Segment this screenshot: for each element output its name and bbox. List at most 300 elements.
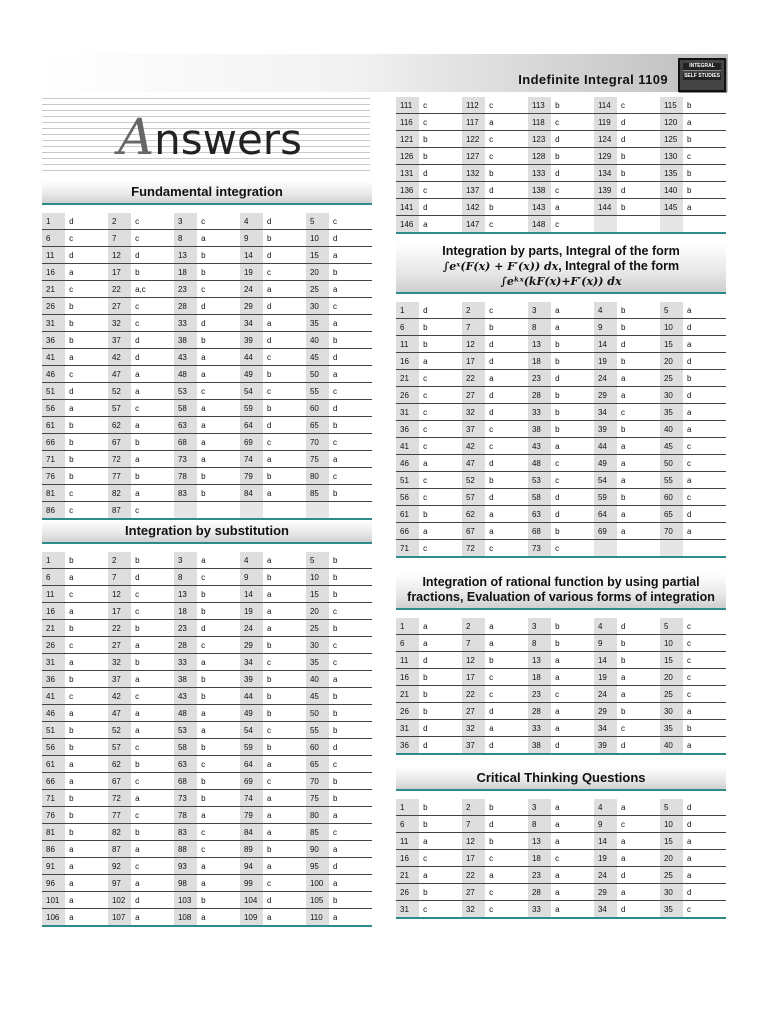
answer-letter: b bbox=[485, 799, 528, 816]
answer-letter: c bbox=[683, 618, 726, 635]
question-number: 55 bbox=[306, 383, 329, 400]
question-number: 12 bbox=[462, 833, 485, 850]
question-number: 38 bbox=[174, 332, 197, 349]
question-number: 3 bbox=[528, 799, 551, 816]
question-number: 29 bbox=[240, 298, 263, 315]
question-number: 11 bbox=[396, 833, 419, 850]
answer-letter: b bbox=[329, 264, 372, 281]
question-number: 34 bbox=[594, 720, 617, 737]
empty-cell bbox=[594, 540, 617, 558]
answer-letter: c bbox=[131, 739, 174, 756]
question-number: 75 bbox=[306, 451, 329, 468]
answer-letter: a bbox=[131, 451, 174, 468]
question-number: 41 bbox=[396, 438, 419, 455]
question-number: 1 bbox=[42, 552, 65, 569]
answer-letter: a bbox=[65, 569, 108, 586]
question-number: 42 bbox=[462, 438, 485, 455]
answer-letter: a bbox=[263, 603, 306, 620]
answer-letter: b bbox=[485, 165, 528, 182]
answer-letter: a bbox=[131, 705, 174, 722]
question-number: 21 bbox=[396, 686, 419, 703]
question-number: 75 bbox=[306, 790, 329, 807]
question-number: 36 bbox=[42, 332, 65, 349]
answer-letter: b bbox=[263, 230, 306, 247]
question-number: 31 bbox=[42, 654, 65, 671]
answer-letter: d bbox=[485, 737, 528, 755]
answer-letter: c bbox=[617, 97, 660, 114]
answer-letter: b bbox=[485, 833, 528, 850]
answer-letter: c bbox=[485, 850, 528, 867]
answer-letter: d bbox=[131, 349, 174, 366]
question-number: 54 bbox=[240, 722, 263, 739]
question-number: 32 bbox=[462, 901, 485, 919]
section-integration-by-substitution bbox=[42, 520, 372, 927]
answer-letter: c bbox=[617, 720, 660, 737]
table-row bbox=[396, 455, 726, 472]
answer-letter: a bbox=[197, 230, 240, 247]
answer-letter: d bbox=[551, 165, 594, 182]
answer-letter: a bbox=[551, 302, 594, 319]
answer-letter: a bbox=[263, 315, 306, 332]
table-row bbox=[396, 901, 726, 919]
answer-letter: b bbox=[419, 319, 462, 336]
answer-letter: d bbox=[617, 114, 660, 131]
question-number: 56 bbox=[42, 739, 65, 756]
answer-letter: a bbox=[551, 816, 594, 833]
table-row bbox=[396, 353, 726, 370]
question-number: 51 bbox=[396, 472, 419, 489]
question-number: 22 bbox=[108, 620, 131, 637]
answer-letter: b bbox=[197, 247, 240, 264]
answer-letter: c bbox=[263, 722, 306, 739]
answer-letter: b bbox=[329, 688, 372, 705]
question-number: 134 bbox=[594, 165, 617, 182]
answer-letter: d bbox=[329, 349, 372, 366]
question-number: 20 bbox=[306, 264, 329, 281]
table-row bbox=[396, 199, 726, 216]
question-number: 132 bbox=[462, 165, 485, 182]
answer-letter: b bbox=[329, 552, 372, 569]
answer-letter: c bbox=[419, 97, 462, 114]
answer-letter: d bbox=[197, 315, 240, 332]
answer-letter: a bbox=[683, 850, 726, 867]
question-number: 146 bbox=[396, 216, 419, 234]
question-number: 36 bbox=[396, 737, 419, 755]
answer-letter: c bbox=[263, 264, 306, 281]
answer-letter: d bbox=[329, 230, 372, 247]
table-row bbox=[396, 635, 726, 652]
table-row bbox=[396, 799, 726, 816]
question-number: 130 bbox=[660, 148, 683, 165]
question-number: 64 bbox=[240, 417, 263, 434]
question-number: 33 bbox=[174, 654, 197, 671]
answer-letter: d bbox=[419, 720, 462, 737]
question-number: 57 bbox=[108, 739, 131, 756]
question-number: 52 bbox=[462, 472, 485, 489]
answer-letter: d bbox=[419, 652, 462, 669]
question-number: 27 bbox=[462, 703, 485, 720]
question-number: 137 bbox=[462, 182, 485, 199]
question-number: 100 bbox=[306, 875, 329, 892]
question-number: 128 bbox=[528, 148, 551, 165]
answer-letter: d bbox=[683, 319, 726, 336]
question-number: 106 bbox=[42, 909, 65, 927]
question-number: 10 bbox=[660, 816, 683, 833]
question-number: 114 bbox=[594, 97, 617, 114]
answer-letter: a bbox=[263, 451, 306, 468]
question-number: 42 bbox=[108, 688, 131, 705]
answer-letter: b bbox=[263, 705, 306, 722]
answer-letter: d bbox=[419, 165, 462, 182]
answer-letter: c bbox=[65, 230, 108, 247]
question-number: 2 bbox=[108, 552, 131, 569]
answer-letter: b bbox=[65, 790, 108, 807]
answer-letter: b bbox=[197, 892, 240, 909]
question-number: 88 bbox=[174, 841, 197, 858]
table-row bbox=[396, 669, 726, 686]
question-number: 39 bbox=[594, 737, 617, 755]
answer-letter: d bbox=[617, 737, 660, 755]
question-number: 28 bbox=[528, 703, 551, 720]
question-number: 49 bbox=[240, 366, 263, 383]
answer-letter: a bbox=[551, 867, 594, 884]
question-number: 10 bbox=[306, 230, 329, 247]
table-row bbox=[396, 148, 726, 165]
question-number: 45 bbox=[660, 438, 683, 455]
answer-letter: c bbox=[65, 485, 108, 502]
question-number: 33 bbox=[174, 315, 197, 332]
question-number: 1 bbox=[396, 799, 419, 816]
answer-letter: b bbox=[419, 669, 462, 686]
answer-letter: d bbox=[197, 620, 240, 637]
question-number: 69 bbox=[594, 523, 617, 540]
question-number: 15 bbox=[306, 586, 329, 603]
answer-letter: c bbox=[419, 438, 462, 455]
answer-letter: b bbox=[65, 451, 108, 468]
answer-letter: c bbox=[485, 669, 528, 686]
answer-letter: c bbox=[197, 281, 240, 298]
section-title bbox=[396, 242, 726, 294]
answer-letter: c bbox=[263, 875, 306, 892]
answer-letter: d bbox=[617, 182, 660, 199]
question-number: 9 bbox=[594, 816, 617, 833]
answer-letter: a bbox=[329, 247, 372, 264]
question-number: 58 bbox=[528, 489, 551, 506]
question-number: 68 bbox=[528, 523, 551, 540]
answer-letter: b bbox=[617, 148, 660, 165]
question-number: 15 bbox=[660, 652, 683, 669]
empty-cell bbox=[660, 540, 683, 558]
question-number: 23 bbox=[528, 686, 551, 703]
answer-letter: d bbox=[419, 199, 462, 216]
question-number: 79 bbox=[240, 807, 263, 824]
answer-letter: b bbox=[263, 400, 306, 417]
question-number: 43 bbox=[174, 688, 197, 705]
answer-letter: a bbox=[617, 387, 660, 404]
question-number: 49 bbox=[594, 455, 617, 472]
question-number: 73 bbox=[528, 540, 551, 558]
question-number: 11 bbox=[396, 336, 419, 353]
question-number: 14 bbox=[240, 586, 263, 603]
question-number: 4 bbox=[594, 302, 617, 319]
question-number: 74 bbox=[240, 790, 263, 807]
table-row bbox=[42, 875, 372, 892]
answer-letter: a bbox=[617, 833, 660, 850]
answer-letter: d bbox=[485, 703, 528, 720]
answer-letter: a bbox=[65, 756, 108, 773]
empty-cell bbox=[197, 502, 240, 520]
table-row bbox=[42, 451, 372, 468]
question-number: 46 bbox=[42, 366, 65, 383]
table-row bbox=[42, 298, 372, 315]
answer-letter: d bbox=[65, 247, 108, 264]
answer-letter: c bbox=[419, 404, 462, 421]
table-row bbox=[42, 722, 372, 739]
answer-letter: c bbox=[485, 540, 528, 558]
table-row bbox=[42, 417, 372, 434]
answer-letter: c bbox=[551, 850, 594, 867]
answer-letter: a bbox=[197, 705, 240, 722]
answer-letter: b bbox=[617, 302, 660, 319]
answer-letter: b bbox=[65, 671, 108, 688]
answer-letter: a bbox=[683, 199, 726, 216]
answer-letter: d bbox=[485, 387, 528, 404]
question-number: 80 bbox=[306, 807, 329, 824]
answer-letter: c bbox=[617, 404, 660, 421]
table-row bbox=[42, 247, 372, 264]
answer-letter: b bbox=[419, 336, 462, 353]
question-number: 90 bbox=[306, 841, 329, 858]
section-substitution-continued bbox=[396, 89, 726, 234]
answer-letter: b bbox=[551, 387, 594, 404]
answer-letter: d bbox=[263, 298, 306, 315]
table-row bbox=[42, 620, 372, 637]
answer-letter: d bbox=[263, 247, 306, 264]
question-number: 87 bbox=[108, 502, 131, 520]
question-number: 113 bbox=[528, 97, 551, 114]
answer-letter: a bbox=[485, 618, 528, 635]
answer-letter: d bbox=[131, 892, 174, 909]
answer-letter: d bbox=[485, 455, 528, 472]
answer-letter: c bbox=[197, 569, 240, 586]
answer-letter: b bbox=[197, 773, 240, 790]
answer-letter: c bbox=[329, 756, 372, 773]
question-number: 32 bbox=[462, 720, 485, 737]
question-number: 43 bbox=[528, 438, 551, 455]
answer-letter: a bbox=[617, 850, 660, 867]
answer-letter: a bbox=[551, 199, 594, 216]
table-row bbox=[396, 336, 726, 353]
answer-letter: c bbox=[65, 586, 108, 603]
answer-letter: c bbox=[485, 148, 528, 165]
answer-letter: b bbox=[131, 552, 174, 569]
answer-letter: c bbox=[683, 489, 726, 506]
answer-letter: a bbox=[65, 400, 108, 417]
question-number: 30 bbox=[660, 703, 683, 720]
question-number: 34 bbox=[240, 315, 263, 332]
section-critical-thinking bbox=[396, 767, 726, 919]
table-row bbox=[396, 216, 726, 234]
answer-letter: b bbox=[65, 434, 108, 451]
table-row bbox=[396, 165, 726, 182]
question-number: 62 bbox=[108, 417, 131, 434]
answer-letter: b bbox=[329, 892, 372, 909]
table-row bbox=[396, 114, 726, 131]
question-number: 21 bbox=[396, 867, 419, 884]
answer-letter: b bbox=[419, 884, 462, 901]
question-number: 30 bbox=[660, 884, 683, 901]
answer-letter: a,c bbox=[131, 281, 174, 298]
answer-letter: a bbox=[197, 434, 240, 451]
answer-letter: a bbox=[131, 841, 174, 858]
question-number: 86 bbox=[42, 841, 65, 858]
answer-letter: a bbox=[551, 799, 594, 816]
question-number: 17 bbox=[462, 850, 485, 867]
question-number: 24 bbox=[594, 867, 617, 884]
question-number: 118 bbox=[528, 114, 551, 131]
question-number: 139 bbox=[594, 182, 617, 199]
question-number: 110 bbox=[306, 909, 329, 927]
answer-letter: a bbox=[65, 349, 108, 366]
question-number: 109 bbox=[240, 909, 263, 927]
answer-letter: a bbox=[683, 523, 726, 540]
question-number: 121 bbox=[396, 131, 419, 148]
question-number: 32 bbox=[462, 404, 485, 421]
question-number: 34 bbox=[594, 901, 617, 919]
answer-letter: c bbox=[131, 773, 174, 790]
question-number: 122 bbox=[462, 131, 485, 148]
question-number: 25 bbox=[660, 686, 683, 703]
question-number: 77 bbox=[108, 468, 131, 485]
question-number: 37 bbox=[462, 737, 485, 755]
question-number: 30 bbox=[660, 387, 683, 404]
answer-letter: b bbox=[197, 332, 240, 349]
question-number: 29 bbox=[240, 637, 263, 654]
answer-letter: c bbox=[419, 540, 462, 558]
question-number: 135 bbox=[660, 165, 683, 182]
answer-letter: a bbox=[131, 637, 174, 654]
question-number: 52 bbox=[108, 383, 131, 400]
answer-letter: c bbox=[485, 131, 528, 148]
answer-letter: a bbox=[65, 892, 108, 909]
question-number: 31 bbox=[42, 315, 65, 332]
section-title-line2-text: , Integral of the form bbox=[558, 259, 680, 273]
answer-letter: b bbox=[65, 722, 108, 739]
answer-letter: c bbox=[551, 216, 594, 234]
question-number: 72 bbox=[108, 451, 131, 468]
question-number: 28 bbox=[174, 637, 197, 654]
question-number: 54 bbox=[594, 472, 617, 489]
table-row bbox=[396, 686, 726, 703]
answer-letter: b bbox=[617, 635, 660, 652]
table-row bbox=[42, 315, 372, 332]
answer-letter: a bbox=[683, 302, 726, 319]
answer-letter: a bbox=[329, 875, 372, 892]
question-number: 13 bbox=[528, 652, 551, 669]
question-number: 89 bbox=[240, 841, 263, 858]
table-row bbox=[42, 281, 372, 298]
answer-letter: a bbox=[683, 833, 726, 850]
answer-letter: b bbox=[263, 841, 306, 858]
question-number: 15 bbox=[660, 833, 683, 850]
answer-letter: b bbox=[683, 720, 726, 737]
question-number: 1 bbox=[396, 302, 419, 319]
question-number: 27 bbox=[462, 387, 485, 404]
table-row bbox=[42, 468, 372, 485]
table-row bbox=[396, 833, 726, 850]
question-number: 102 bbox=[108, 892, 131, 909]
answer-letter: a bbox=[683, 114, 726, 131]
question-number: 65 bbox=[306, 417, 329, 434]
question-number: 63 bbox=[528, 506, 551, 523]
question-number: 19 bbox=[594, 353, 617, 370]
answer-letter: a bbox=[197, 909, 240, 927]
question-number: 58 bbox=[174, 400, 197, 417]
question-number: 2 bbox=[108, 213, 131, 230]
question-number: 40 bbox=[306, 332, 329, 349]
answer-letter: c bbox=[197, 637, 240, 654]
answer-letter: d bbox=[617, 901, 660, 919]
answer-letter: a bbox=[551, 703, 594, 720]
answer-letter: c bbox=[329, 603, 372, 620]
question-number: 4 bbox=[240, 213, 263, 230]
question-number: 127 bbox=[462, 148, 485, 165]
question-number: 83 bbox=[174, 824, 197, 841]
answer-letter: b bbox=[329, 586, 372, 603]
question-number: 35 bbox=[660, 901, 683, 919]
question-number: 33 bbox=[528, 901, 551, 919]
answer-letter: a bbox=[683, 867, 726, 884]
answer-letter: b bbox=[65, 807, 108, 824]
question-number: 62 bbox=[462, 506, 485, 523]
question-number: 21 bbox=[42, 620, 65, 637]
answer-letter: b bbox=[263, 637, 306, 654]
answer-letter: a bbox=[263, 281, 306, 298]
answer-letter: b bbox=[263, 688, 306, 705]
table-row bbox=[42, 858, 372, 875]
question-number: 82 bbox=[108, 485, 131, 502]
question-number: 70 bbox=[660, 523, 683, 540]
section-title: Critical Thinking Questions bbox=[396, 767, 726, 791]
question-number: 45 bbox=[306, 349, 329, 366]
question-number: 117 bbox=[462, 114, 485, 131]
answer-letter: b bbox=[65, 332, 108, 349]
question-number: 8 bbox=[528, 816, 551, 833]
table-row bbox=[396, 302, 726, 319]
answer-letter: c bbox=[485, 438, 528, 455]
table-row bbox=[42, 586, 372, 603]
answer-letter: b bbox=[683, 182, 726, 199]
table-row bbox=[396, 97, 726, 114]
answer-letter: d bbox=[485, 336, 528, 353]
question-number: 44 bbox=[240, 688, 263, 705]
table-row bbox=[42, 824, 372, 841]
question-number: 26 bbox=[396, 387, 419, 404]
question-number: 7 bbox=[462, 319, 485, 336]
answer-letter: b bbox=[131, 434, 174, 451]
answer-letter: a bbox=[419, 523, 462, 540]
table-row bbox=[42, 756, 372, 773]
answer-letter: a bbox=[263, 586, 306, 603]
answer-letter: b bbox=[131, 264, 174, 281]
question-number: 6 bbox=[42, 230, 65, 247]
question-number: 14 bbox=[594, 833, 617, 850]
answer-letter: c bbox=[329, 434, 372, 451]
answer-letter: c bbox=[131, 315, 174, 332]
table-row bbox=[42, 671, 372, 688]
question-number: 11 bbox=[42, 586, 65, 603]
question-number: 60 bbox=[660, 489, 683, 506]
